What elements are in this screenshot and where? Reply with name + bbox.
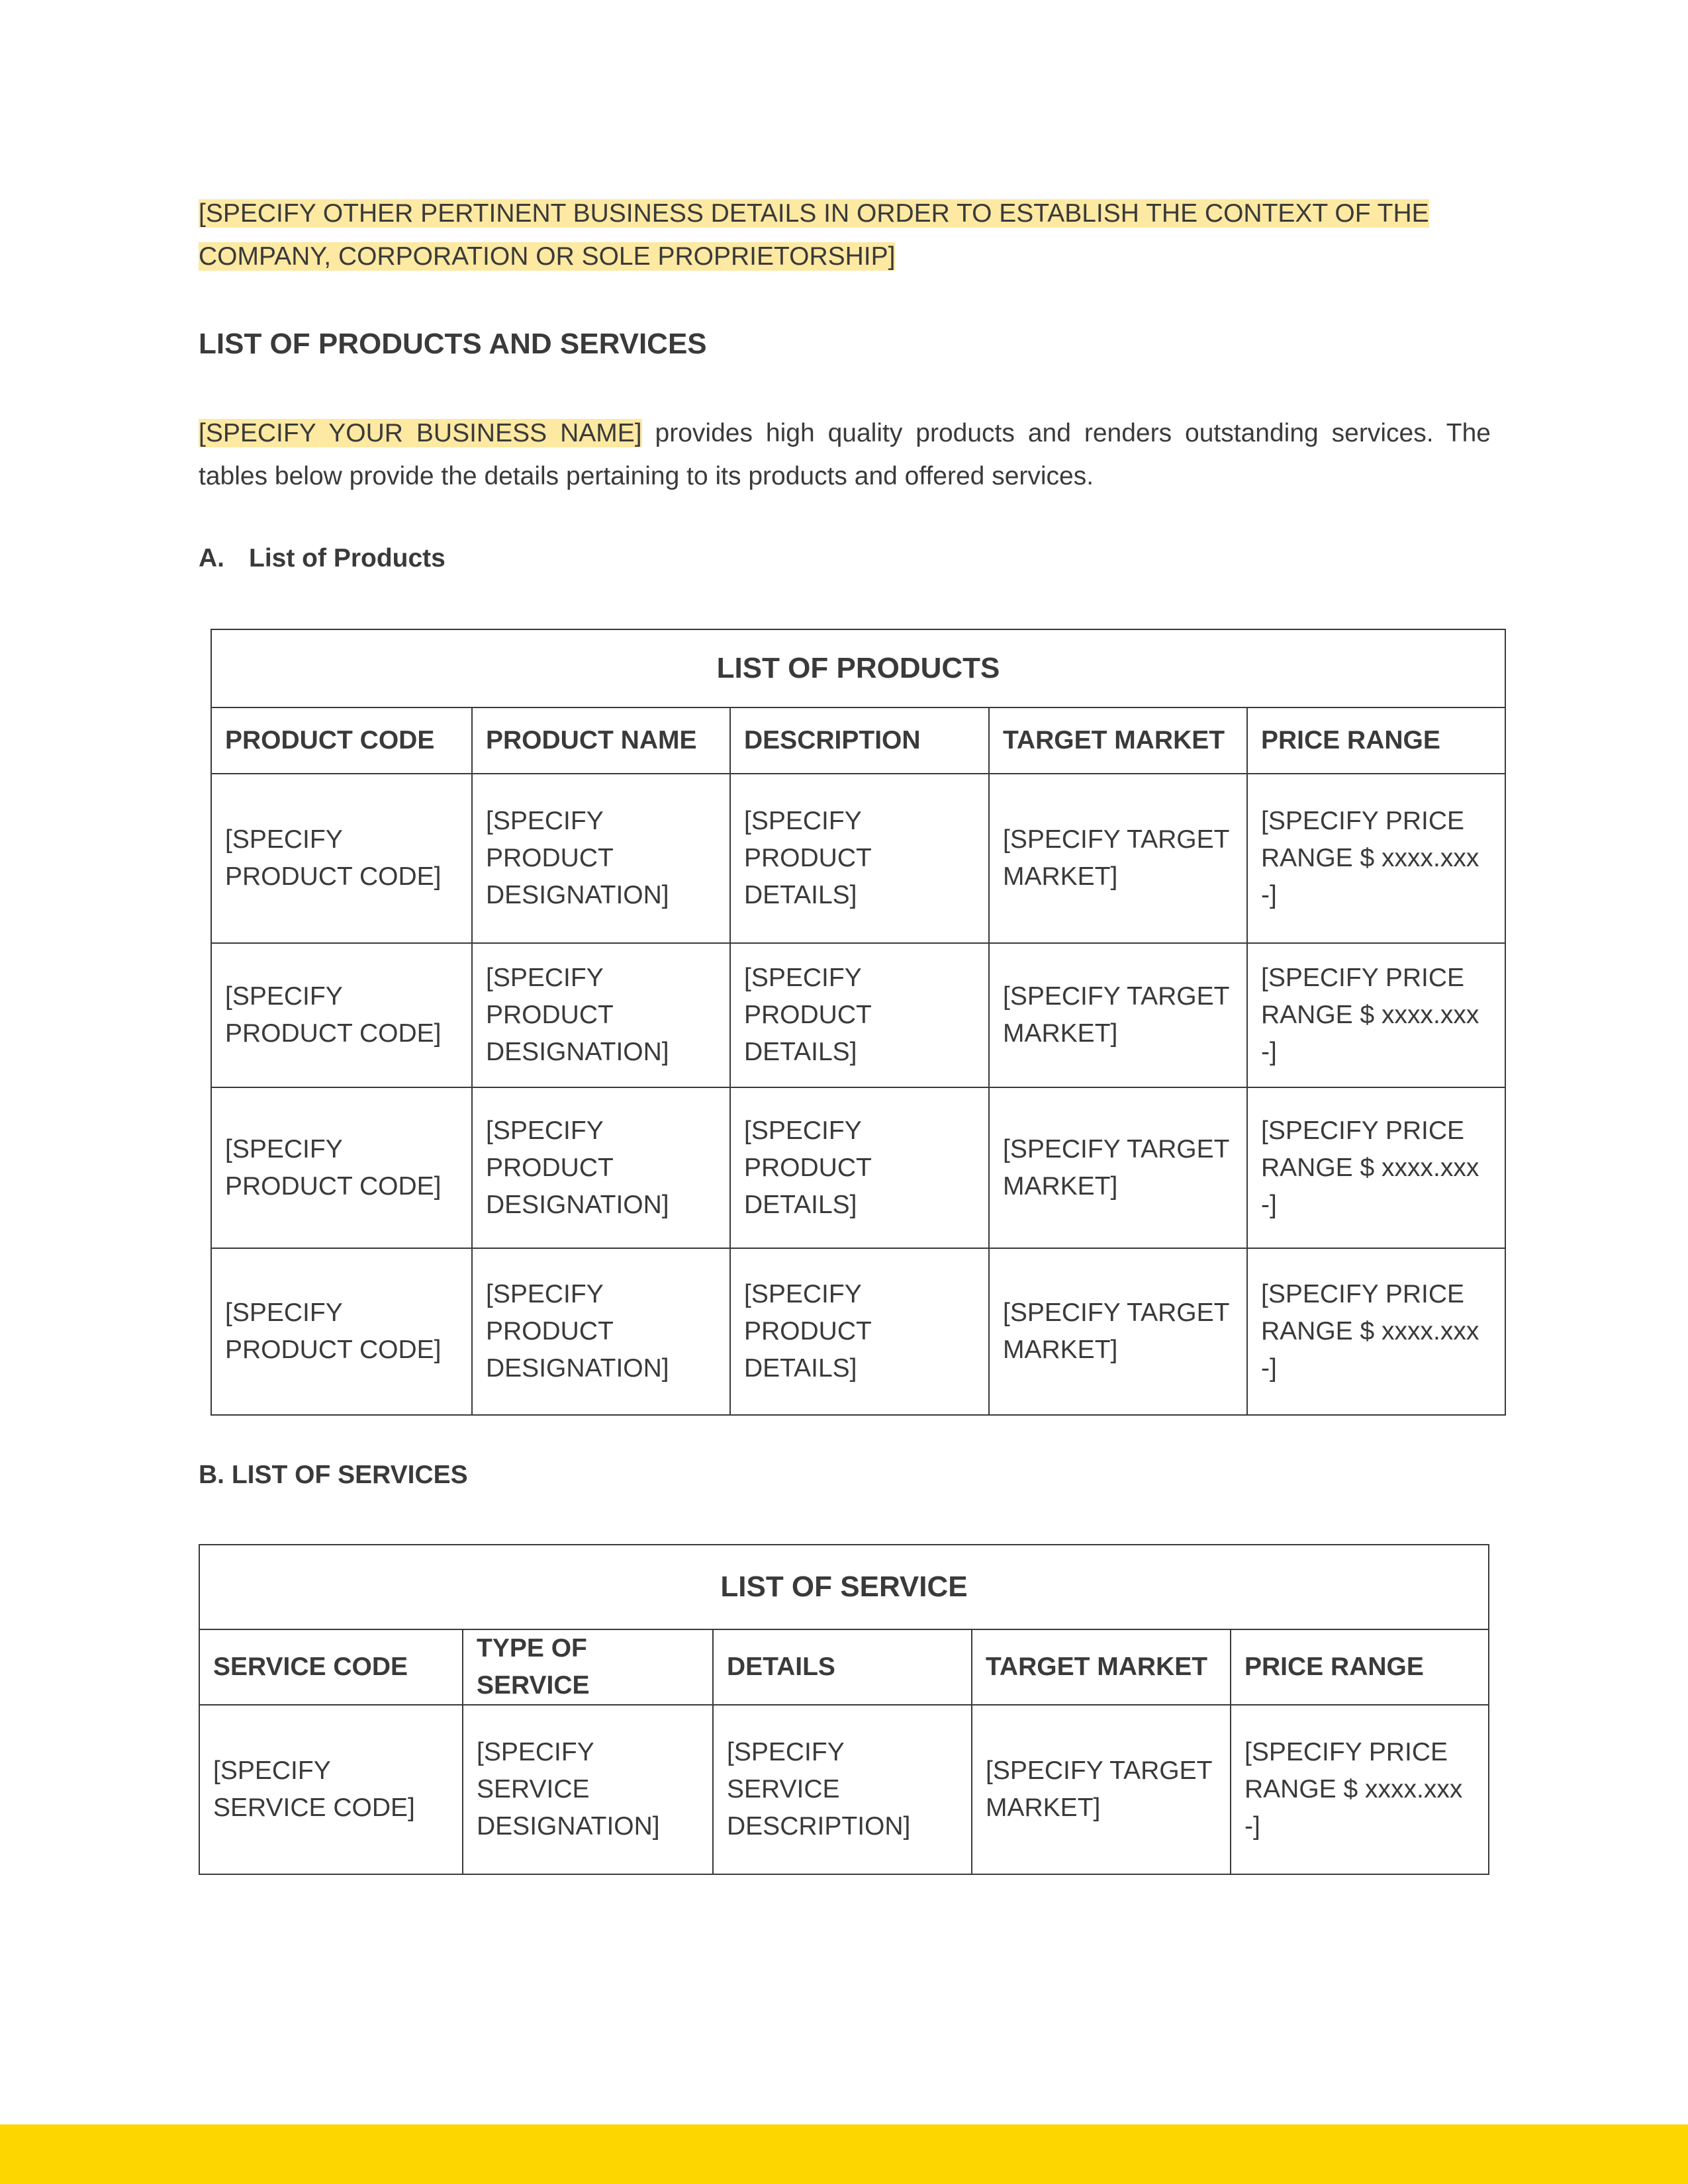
column-header: TARGET MARKET (972, 1629, 1231, 1705)
business-name-highlight: [SPECIFY YOUR BUSINESS NAME] (199, 419, 642, 447)
products-table (211, 629, 1506, 1416)
products-title-row (211, 629, 1505, 707)
table-cell: [SPECIFY PRICE RANGE $ xxxx.xxx -] (1247, 943, 1505, 1087)
table-cell: [SPECIFY PRODUCT CODE] (211, 774, 472, 943)
table-row (211, 943, 1505, 1087)
table-cell: [SPECIFY PRICE RANGE $ xxxx.xxx -] (1247, 1087, 1505, 1248)
table-cell: [SPECIFY PRODUCT DETAILS] (730, 774, 989, 943)
footer-bar (0, 2124, 1688, 2184)
table-row (199, 1705, 1489, 1874)
document-body (199, 192, 1491, 278)
table-cell: [SPECIFY PRODUCT CODE] (211, 1248, 472, 1415)
table-cell: [SPECIFY PRODUCT CODE] (211, 1087, 472, 1248)
table-cell: [SPECIFY TARGET MARKET] (989, 943, 1247, 1087)
table-cell: [SPECIFY TARGET MARKET] (972, 1705, 1231, 1874)
products-heading-label: A. (199, 544, 224, 572)
column-header: PRICE RANGE (1247, 707, 1505, 774)
services-table (199, 1544, 1489, 1875)
column-header: DETAILS (713, 1629, 972, 1705)
table-row (211, 1087, 1505, 1248)
services-table-title: LIST OF SERVICE (199, 1545, 1489, 1629)
column-header: PRODUCT CODE (211, 707, 472, 774)
services-title-row (199, 1545, 1489, 1629)
products-heading (199, 544, 445, 573)
table-cell: [SPECIFY SERVICE CODE] (199, 1705, 463, 1874)
table-cell: [SPECIFY SERVICE DESCRIPTION] (713, 1705, 972, 1874)
column-header: PRICE RANGE (1231, 1629, 1489, 1705)
table-cell: [SPECIFY PRODUCT CODE] (211, 943, 472, 1087)
table-cell: [SPECIFY PRODUCT DESIGNATION] (472, 1248, 730, 1415)
products-header-row (211, 707, 1505, 774)
table-cell: [SPECIFY PRICE RANGE $ xxxx.xxx -] (1247, 1248, 1505, 1415)
table-cell: [SPECIFY TARGET MARKET] (989, 774, 1247, 943)
table-cell: [SPECIFY PRODUCT DETAILS] (730, 1087, 989, 1248)
table-cell: [SPECIFY PRODUCT DESIGNATION] (472, 1087, 730, 1248)
table-cell: [SPECIFY PRICE RANGE $ xxxx.xxx -] (1247, 774, 1505, 943)
table-row (211, 774, 1505, 943)
table-row (211, 1248, 1505, 1415)
table-cell: [SPECIFY SERVICE DESIGNATION] (463, 1705, 713, 1874)
paragraph-text: provides high quality products and renders outstanding services. The tables below provide the details pertaining to its products and offered services. (199, 419, 1491, 490)
column-header: PRODUCT NAME (472, 707, 730, 774)
products-heading-text: List of Products (249, 544, 445, 572)
table-cell: [SPECIFY TARGET MARKET] (989, 1248, 1247, 1415)
table-cell: [SPECIFY PRODUCT DESIGNATION] (472, 774, 730, 943)
table-cell: [SPECIFY PRODUCT DESIGNATION] (472, 943, 730, 1087)
intro-text (199, 192, 1491, 278)
table-cell: [SPECIFY PRICE RANGE $ xxxx.xxx -] (1231, 1705, 1489, 1874)
table-cell: [SPECIFY PRODUCT DETAILS] (730, 943, 989, 1087)
services-header-row (199, 1629, 1489, 1705)
column-header: DESCRIPTION (730, 707, 989, 774)
column-header: TARGET MARKET (989, 707, 1247, 774)
intro-highlight: [SPECIFY OTHER PERTINENT BUSINESS DETAILS IN ORDER TO ESTABLISH THE CONTEXT OF THE COMPANY, CORPORATION OR SOLE PROPRIETORSHIP] (199, 199, 1429, 271)
table-cell: [SPECIFY TARGET MARKET] (989, 1087, 1247, 1248)
services-heading: B. LIST OF SERVICES (199, 1461, 468, 1489)
intro-paragraph (199, 412, 1491, 498)
table-cell: [SPECIFY PRODUCT DETAILS] (730, 1248, 989, 1415)
column-header: SERVICE CODE (199, 1629, 463, 1705)
section-title: LIST OF PRODUCTS AND SERVICES (199, 328, 707, 360)
column-header: TYPE OF SERVICE (463, 1629, 713, 1705)
products-table-title: LIST OF PRODUCTS (211, 629, 1505, 707)
